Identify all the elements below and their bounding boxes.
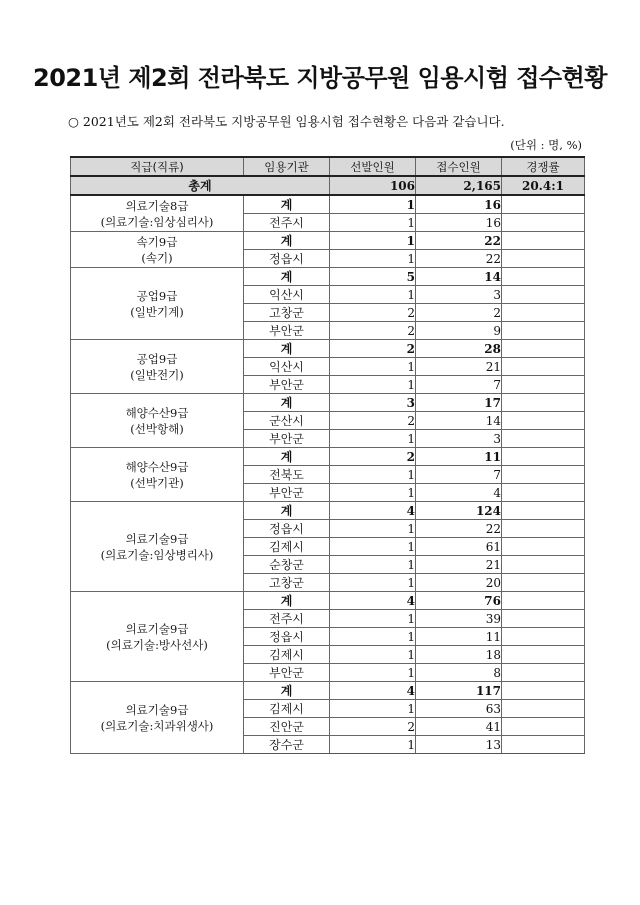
selected-cell: 1 (330, 646, 416, 664)
institution-cell: 군산시 (244, 412, 330, 430)
selected-cell: 2 (330, 322, 416, 340)
ratio-cell (502, 700, 585, 718)
selected-cell: 3 (330, 394, 416, 412)
institution-cell: 계 (244, 448, 330, 466)
selected-cell: 5 (330, 268, 416, 286)
grade-subtype: (의료기술:임상심리사) (100, 214, 214, 229)
selected-cell: 1 (330, 556, 416, 574)
document-title: 2021년 제2회 전라북도 지방공무원 임용시험 접수현황 (33, 64, 607, 92)
institution-cell: 익산시 (244, 286, 330, 304)
selected-cell: 1 (330, 574, 416, 592)
grade-name: 공업9급 (136, 351, 178, 366)
institution-cell: 계 (244, 502, 330, 520)
applicants-cell: 11 (416, 448, 502, 466)
grade-name: 의료기술9급 (125, 621, 189, 636)
unit-note: (단위 : 명, %) (510, 138, 582, 152)
applicants-cell: 17 (416, 394, 502, 412)
ratio-cell (502, 556, 585, 574)
grade-subtype: (의료기술:치과위생사) (100, 718, 214, 733)
ratio-cell (502, 304, 585, 322)
applicants-cell: 11 (416, 628, 502, 646)
ratio-cell (502, 340, 585, 358)
institution-cell: 김제시 (244, 646, 330, 664)
group-subtotal-row (71, 268, 585, 286)
institution-cell: 부안군 (244, 322, 330, 340)
ratio-cell (502, 232, 585, 250)
recruitment-table (70, 156, 585, 754)
applicants-cell: 76 (416, 592, 502, 610)
grade-subtype: (의료기술:임상병리사) (100, 547, 214, 562)
institution-cell: 전북도 (244, 466, 330, 484)
header-applicants: 접수인원 (416, 157, 502, 176)
group-subtotal-row (71, 232, 585, 250)
total-selected: 106 (330, 176, 416, 195)
grade-name-cell (71, 448, 244, 502)
grade-name: 의료기술9급 (125, 702, 189, 717)
ratio-cell (502, 250, 585, 268)
institution-cell: 계 (244, 340, 330, 358)
grade-subtype: (의료기술:방사선사) (106, 637, 208, 652)
selected-cell: 2 (330, 448, 416, 466)
selected-cell: 1 (330, 610, 416, 628)
ratio-cell (502, 718, 585, 736)
applicants-cell: 16 (416, 214, 502, 232)
institution-cell: 부안군 (244, 664, 330, 682)
grade-name-cell (71, 682, 244, 754)
institution-cell: 계 (244, 195, 330, 214)
ratio-cell (502, 394, 585, 412)
selected-cell: 4 (330, 592, 416, 610)
institution-cell: 순창군 (244, 556, 330, 574)
institution-cell: 전주시 (244, 214, 330, 232)
institution-cell: 계 (244, 394, 330, 412)
applicants-cell: 18 (416, 646, 502, 664)
applicants-cell: 7 (416, 376, 502, 394)
grade-name-cell (71, 592, 244, 682)
total-label: 총계 (71, 176, 330, 195)
ratio-cell (502, 520, 585, 538)
institution-cell: 계 (244, 592, 330, 610)
applicants-cell: 16 (416, 195, 502, 214)
institution-cell: 계 (244, 268, 330, 286)
ratio-cell (502, 376, 585, 394)
grade-subtype: (일반전기) (130, 367, 184, 382)
institution-cell: 김제시 (244, 700, 330, 718)
applicants-cell: 20 (416, 574, 502, 592)
ratio-cell (502, 195, 585, 214)
ratio-cell (502, 322, 585, 340)
group-subtotal-row (71, 592, 585, 610)
ratio-cell (502, 574, 585, 592)
institution-cell: 고창군 (244, 574, 330, 592)
institution-cell: 부안군 (244, 484, 330, 502)
selected-cell: 1 (330, 195, 416, 214)
institution-cell: 계 (244, 682, 330, 700)
applicants-cell: 14 (416, 412, 502, 430)
selected-cell: 1 (330, 232, 416, 250)
group-subtotal-row (71, 682, 585, 700)
grade-name: 속기9급 (136, 234, 178, 249)
ratio-cell (502, 214, 585, 232)
group-subtotal-row (71, 340, 585, 358)
institution-cell: 정읍시 (244, 250, 330, 268)
institution-cell: 김제시 (244, 538, 330, 556)
applicants-cell: 63 (416, 700, 502, 718)
header-institution: 임용기관 (244, 157, 330, 176)
selected-cell: 2 (330, 340, 416, 358)
institution-cell: 부안군 (244, 430, 330, 448)
applicants-cell: 7 (416, 466, 502, 484)
intro-text: ○ 2021년도 제2회 전라북도 지방공무원 임용시험 접수현황은 다음과 같습니다. (68, 114, 505, 129)
institution-cell: 계 (244, 232, 330, 250)
institution-cell: 전주시 (244, 610, 330, 628)
applicants-cell: 28 (416, 340, 502, 358)
selected-cell: 1 (330, 664, 416, 682)
ratio-cell (502, 664, 585, 682)
selected-cell: 4 (330, 682, 416, 700)
applicants-cell: 14 (416, 268, 502, 286)
selected-cell: 1 (330, 376, 416, 394)
selected-cell: 1 (330, 538, 416, 556)
ratio-cell (502, 610, 585, 628)
grade-name: 공업9급 (136, 288, 178, 303)
ratio-cell (502, 646, 585, 664)
selected-cell: 1 (330, 250, 416, 268)
applicants-cell: 9 (416, 322, 502, 340)
grade-name: 해양수산9급 (125, 459, 189, 474)
group-subtotal-row (71, 448, 585, 466)
institution-cell: 부안군 (244, 376, 330, 394)
applicants-cell: 39 (416, 610, 502, 628)
header-grade: 직급(직류) (71, 157, 244, 176)
selected-cell: 1 (330, 430, 416, 448)
header-selected: 선발인원 (330, 157, 416, 176)
selected-cell: 1 (330, 484, 416, 502)
total-applicants: 2,165 (416, 176, 502, 195)
selected-cell: 1 (330, 214, 416, 232)
selected-cell: 1 (330, 736, 416, 754)
selected-cell: 4 (330, 502, 416, 520)
grade-name-cell (71, 195, 244, 232)
applicants-cell: 4 (416, 484, 502, 502)
selected-cell: 1 (330, 628, 416, 646)
institution-cell: 익산시 (244, 358, 330, 376)
selected-cell: 1 (330, 520, 416, 538)
total-ratio: 20.4:1 (502, 176, 585, 195)
selected-cell: 2 (330, 718, 416, 736)
applicants-cell: 22 (416, 232, 502, 250)
ratio-cell (502, 430, 585, 448)
applicants-cell: 124 (416, 502, 502, 520)
selected-cell: 1 (330, 286, 416, 304)
ratio-cell (502, 736, 585, 754)
total-row (71, 176, 585, 195)
grade-name-cell (71, 394, 244, 448)
applicants-cell: 13 (416, 736, 502, 754)
applicants-cell: 117 (416, 682, 502, 700)
ratio-cell (502, 628, 585, 646)
ratio-cell (502, 448, 585, 466)
ratio-cell (502, 466, 585, 484)
selected-cell: 1 (330, 358, 416, 376)
institution-cell: 장수군 (244, 736, 330, 754)
grade-name-cell (71, 232, 244, 268)
institution-cell: 진안군 (244, 718, 330, 736)
applicants-cell: 2 (416, 304, 502, 322)
group-subtotal-row (71, 394, 585, 412)
grade-name-cell (71, 268, 244, 340)
header-row (71, 157, 585, 176)
ratio-cell (502, 484, 585, 502)
institution-cell: 정읍시 (244, 628, 330, 646)
applicants-cell: 61 (416, 538, 502, 556)
applicants-cell: 8 (416, 664, 502, 682)
applicants-cell: 22 (416, 250, 502, 268)
ratio-cell (502, 268, 585, 286)
selected-cell: 1 (330, 466, 416, 484)
grade-subtype: (일반기계) (130, 304, 184, 319)
ratio-cell (502, 592, 585, 610)
group-subtotal-row (71, 195, 585, 214)
grade-name: 의료기술9급 (125, 531, 189, 546)
institution-cell: 고창군 (244, 304, 330, 322)
applicants-cell: 3 (416, 430, 502, 448)
ratio-cell (502, 502, 585, 520)
applicants-cell: 22 (416, 520, 502, 538)
grade-subtype: (선박기관) (130, 475, 184, 490)
applicants-cell: 21 (416, 556, 502, 574)
group-subtotal-row (71, 502, 585, 520)
grade-name-cell (71, 502, 244, 592)
applicants-cell: 21 (416, 358, 502, 376)
applicants-cell: 3 (416, 286, 502, 304)
ratio-cell (502, 286, 585, 304)
ratio-cell (502, 538, 585, 556)
header-ratio: 경쟁률 (502, 157, 585, 176)
grade-name-cell (71, 340, 244, 394)
ratio-cell (502, 358, 585, 376)
grade-name: 해양수산9급 (125, 405, 189, 420)
selected-cell: 2 (330, 412, 416, 430)
grade-subtype: (속기) (141, 250, 173, 265)
institution-cell: 정읍시 (244, 520, 330, 538)
selected-cell: 2 (330, 304, 416, 322)
ratio-cell (502, 682, 585, 700)
grade-name: 의료기술8급 (125, 198, 189, 213)
applicants-cell: 41 (416, 718, 502, 736)
selected-cell: 1 (330, 700, 416, 718)
grade-subtype: (선박항해) (130, 421, 184, 436)
table-body (71, 195, 585, 754)
ratio-cell (502, 412, 585, 430)
